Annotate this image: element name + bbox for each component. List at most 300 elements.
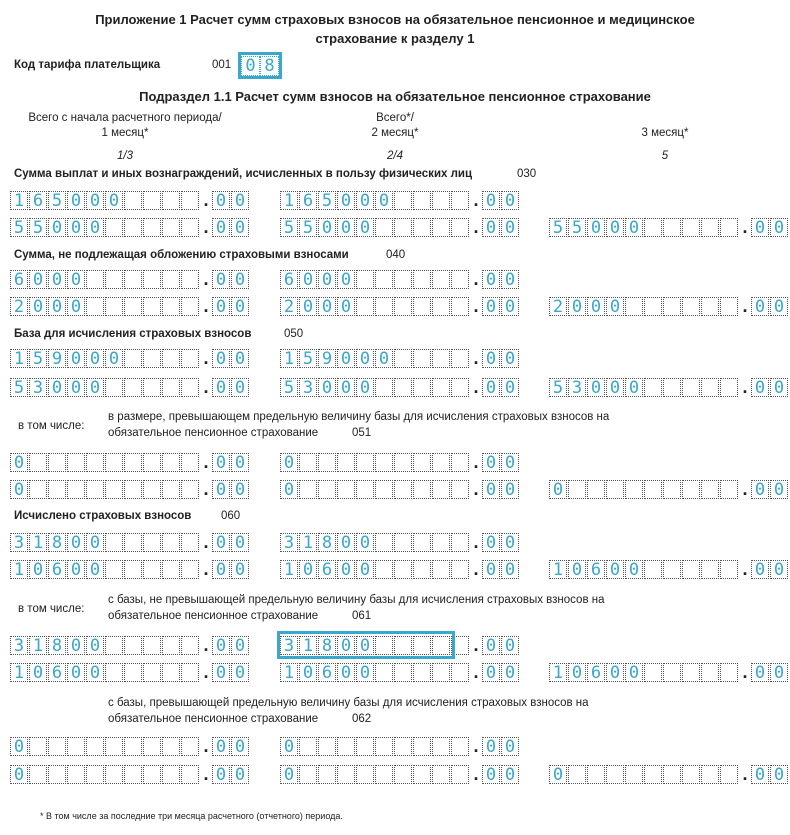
digit-cell: 0 — [482, 297, 500, 316]
section-051-code: 051 — [352, 427, 372, 439]
digit-cell: 2 — [549, 297, 567, 316]
digit-cell: 0 — [606, 218, 624, 237]
digit-cell: 0 — [10, 480, 28, 499]
digit-cell — [48, 737, 66, 756]
amount-field-r040-1-c2[interactable] — [280, 268, 520, 290]
integer-part[interactable] — [10, 218, 200, 237]
digit-cell: 0 — [482, 218, 500, 237]
digit-cell — [413, 453, 431, 472]
amount-field-r030-2-c2[interactable] — [280, 216, 520, 238]
digit-cell — [105, 737, 123, 756]
fraction-part[interactable] — [212, 765, 250, 784]
digit-cell — [143, 453, 161, 472]
subsection-title: Подраздел 1.1 Расчет сумм взносов на обязательное пенсионное страхование — [139, 89, 651, 104]
digit-cell — [432, 765, 450, 784]
footnote: * В том числе за последние три месяца расчетного (отчетного) периода. — [40, 811, 343, 821]
integer-part[interactable] — [10, 378, 200, 397]
digit-cell — [299, 765, 317, 784]
digit-cell — [587, 480, 605, 499]
digit-cell — [48, 480, 66, 499]
section-051-prefix: в том числе: — [18, 420, 85, 432]
amount-field-r030-1-c2[interactable] — [280, 189, 520, 211]
digit-cell — [432, 533, 450, 552]
decimal-separator: . — [203, 635, 209, 655]
digit-cell — [124, 765, 142, 784]
section-061-line2: обязательное пенсионное страхование — [108, 610, 319, 622]
decimal-separator: . — [742, 377, 748, 397]
digit-cell: 6 — [29, 191, 47, 210]
tariff-code-field[interactable] — [238, 52, 282, 79]
digit-cell: 0 — [549, 480, 567, 499]
digit-cell — [124, 663, 142, 682]
integer-part[interactable] — [280, 560, 470, 579]
digit-cell — [394, 453, 412, 472]
digit-cell: 0 — [212, 636, 230, 655]
decimal-separator: . — [203, 662, 209, 682]
digit-cell — [86, 480, 104, 499]
digit-cell — [375, 378, 393, 397]
digit-cell — [625, 297, 643, 316]
digit-cell — [394, 663, 412, 682]
decimal-separator: . — [742, 662, 748, 682]
amount-field-r062-2-c1[interactable] — [10, 763, 250, 785]
decimal-separator: . — [473, 662, 479, 682]
fraction-part[interactable] — [482, 480, 520, 499]
fraction-part[interactable] — [212, 349, 250, 368]
digit-cell — [413, 270, 431, 289]
digit-cell: 0 — [751, 663, 769, 682]
digit-cell: 0 — [231, 636, 249, 655]
digit-cell — [181, 270, 199, 289]
digit-cell — [432, 218, 450, 237]
digit-cell — [375, 737, 393, 756]
digit-cell: 0 — [587, 378, 605, 397]
amount-field-r051-2-c1[interactable] — [10, 478, 250, 500]
amount-field-r061-2-c2[interactable] — [280, 661, 520, 683]
fraction-part[interactable] — [482, 765, 520, 784]
digit-cell — [162, 663, 180, 682]
digit-cell — [162, 765, 180, 784]
digit-cell: 0 — [549, 765, 567, 784]
amount-field-r030-2-c1[interactable] — [10, 216, 250, 238]
digit-cell — [162, 191, 180, 210]
amount-field-r051-1-c2[interactable] — [280, 451, 520, 473]
digit-cell — [162, 533, 180, 552]
amount-field-r040-2-c2[interactable] — [280, 295, 520, 317]
digit-cell: 0 — [501, 480, 519, 499]
integer-part[interactable] — [280, 453, 470, 472]
digit-cell — [143, 636, 161, 655]
digit-cell: 3 — [10, 636, 28, 655]
digit-cell: 0 — [501, 270, 519, 289]
digit-cell: 1 — [10, 349, 28, 368]
digit-cell: 0 — [29, 560, 47, 579]
digit-cell — [644, 560, 662, 579]
digit-cell: 0 — [86, 349, 104, 368]
integer-part[interactable] — [10, 270, 200, 289]
digit-cell: 0 — [318, 378, 336, 397]
amount-field-r050-1-c1[interactable] — [10, 347, 250, 369]
fraction-part[interactable] — [751, 480, 789, 499]
fraction-part[interactable] — [482, 560, 520, 579]
digit-cell — [720, 297, 738, 316]
digit-cell — [181, 560, 199, 579]
digit-cell: 5 — [318, 191, 336, 210]
amount-field-r030-2-c3[interactable] — [549, 216, 789, 238]
digit-cell — [394, 480, 412, 499]
digit-cell: 5 — [299, 218, 317, 237]
digit-cell — [644, 218, 662, 237]
fraction-part[interactable] — [482, 663, 520, 682]
section-051-line2: обязательное пенсионное страхование — [108, 427, 319, 439]
digit-cell — [432, 349, 450, 368]
fraction-part[interactable] — [482, 533, 520, 552]
digit-cell — [337, 480, 355, 499]
fraction-part[interactable] — [212, 453, 250, 472]
integer-part[interactable] — [10, 737, 200, 756]
digit-cell — [587, 765, 605, 784]
digit-cell — [105, 636, 123, 655]
digit-cell — [375, 270, 393, 289]
amount-field-r051-2-c2[interactable] — [280, 478, 520, 500]
amount-field-r060-2-c3[interactable] — [549, 558, 789, 580]
digit-cell: 0 — [751, 378, 769, 397]
integer-part[interactable] — [280, 480, 470, 499]
digit-cell: 0 — [10, 765, 28, 784]
integer-part[interactable] — [10, 636, 200, 655]
amount-field-r060-2-c2[interactable] — [280, 558, 520, 580]
column-3-header: 3 месяц* — [641, 127, 689, 139]
fraction-part[interactable] — [751, 765, 789, 784]
digit-cell: 0 — [212, 737, 230, 756]
decimal-separator: . — [203, 452, 209, 472]
integer-part[interactable] — [549, 218, 739, 237]
digit-cell — [162, 297, 180, 316]
digit-cell — [124, 349, 142, 368]
digit-cell: 0 — [280, 480, 298, 499]
digit-cell — [413, 297, 431, 316]
integer-part[interactable] — [10, 663, 200, 682]
digit-cell — [356, 270, 374, 289]
digit-cell — [663, 560, 681, 579]
digit-cell: 0 — [606, 378, 624, 397]
digit-cell: 0 — [212, 270, 230, 289]
fraction-part[interactable] — [212, 378, 250, 397]
amount-field-r061-2-c1[interactable] — [10, 661, 250, 683]
digit-cell — [143, 480, 161, 499]
amount-field-r061-2-c3[interactable] — [549, 661, 789, 683]
fraction-part[interactable] — [751, 218, 789, 237]
amount-field-r062-2-c3[interactable] — [549, 763, 789, 785]
integer-part[interactable] — [10, 765, 200, 784]
digit-cell: 0 — [606, 663, 624, 682]
digit-cell — [337, 737, 355, 756]
digit-cell: 3 — [29, 378, 47, 397]
digit-cell: 0 — [625, 378, 643, 397]
digit-cell: 1 — [10, 560, 28, 579]
decimal-separator: . — [742, 479, 748, 499]
digit-cell — [143, 349, 161, 368]
digit-cell — [432, 297, 450, 316]
digit-cell: 0 — [67, 636, 85, 655]
tariff-digit: 0 — [241, 56, 260, 76]
digit-cell: 0 — [212, 191, 230, 210]
integer-part[interactable] — [549, 663, 739, 682]
amount-field-r060-1-c1[interactable] — [10, 531, 250, 553]
digit-cell — [432, 270, 450, 289]
digit-cell: 0 — [751, 560, 769, 579]
amount-field-r061-1-c1[interactable] — [10, 634, 250, 656]
digit-cell: 0 — [337, 560, 355, 579]
integer-part[interactable] — [280, 191, 470, 210]
fraction-part[interactable] — [482, 191, 520, 210]
digit-cell: 0 — [67, 270, 85, 289]
digit-cell: 0 — [105, 191, 123, 210]
digit-cell: 0 — [29, 297, 47, 316]
digit-cell: 1 — [549, 663, 567, 682]
decimal-separator: . — [203, 764, 209, 784]
integer-part[interactable] — [10, 191, 200, 210]
digit-cell — [181, 218, 199, 237]
section-061-line1: с базы, не превышающей предельную величину базы для исчисления страховых взносов на — [108, 594, 605, 606]
fraction-part[interactable] — [751, 297, 789, 316]
digit-cell: 3 — [280, 636, 298, 655]
digit-cell — [124, 737, 142, 756]
digit-cell: 0 — [501, 737, 519, 756]
digit-cell: 0 — [318, 218, 336, 237]
digit-cell — [356, 453, 374, 472]
amount-field-r051-2-c3[interactable] — [549, 478, 789, 500]
amount-field-r050-2-c1[interactable] — [10, 376, 250, 398]
digit-cell: 0 — [299, 297, 317, 316]
digit-cell: 0 — [337, 349, 355, 368]
digit-cell — [720, 218, 738, 237]
fraction-part[interactable] — [751, 378, 789, 397]
digit-cell — [318, 737, 336, 756]
digit-cell — [413, 191, 431, 210]
digit-cell: 0 — [482, 453, 500, 472]
digit-cell — [568, 765, 586, 784]
fraction-part[interactable] — [482, 349, 520, 368]
digit-cell — [143, 737, 161, 756]
digit-cell — [451, 378, 469, 397]
section-062-line2: обязательное пенсионное страхование — [108, 713, 319, 725]
integer-part[interactable] — [10, 297, 200, 316]
digit-cell — [720, 378, 738, 397]
digit-cell — [394, 533, 412, 552]
active-field-highlight — [277, 631, 455, 659]
digit-cell: 0 — [231, 663, 249, 682]
amount-field-r040-2-c1[interactable] — [10, 295, 250, 317]
digit-cell: 8 — [318, 636, 336, 655]
section-061-prefix: в том числе: — [18, 603, 85, 615]
digit-cell — [86, 270, 104, 289]
digit-cell: 3 — [280, 533, 298, 552]
fraction-part[interactable] — [212, 636, 250, 655]
integer-part[interactable] — [549, 560, 739, 579]
digit-cell: 0 — [67, 560, 85, 579]
digit-cell — [67, 453, 85, 472]
digit-cell — [181, 737, 199, 756]
digit-cell — [413, 765, 431, 784]
fraction-part[interactable] — [751, 663, 789, 682]
fraction-part[interactable] — [482, 636, 520, 655]
digit-cell: 0 — [337, 270, 355, 289]
amount-field-r060-2-c1[interactable] — [10, 558, 250, 580]
fraction-part[interactable] — [212, 663, 250, 682]
digit-cell — [356, 765, 374, 784]
digit-cell: 0 — [212, 349, 230, 368]
fraction-part[interactable] — [482, 737, 520, 756]
column-2-header-line1: Всего*/ — [376, 112, 414, 124]
integer-part[interactable] — [10, 480, 200, 499]
integer-part[interactable] — [280, 737, 470, 756]
integer-part[interactable] — [280, 270, 470, 289]
digit-cell — [86, 765, 104, 784]
digit-cell: 0 — [770, 480, 788, 499]
fraction-part[interactable] — [482, 453, 520, 472]
fraction-part[interactable] — [482, 378, 520, 397]
fraction-part[interactable] — [482, 218, 520, 237]
integer-part[interactable] — [10, 349, 200, 368]
integer-part[interactable] — [280, 533, 470, 552]
digit-cell: 0 — [568, 297, 586, 316]
fraction-part[interactable] — [482, 297, 520, 316]
integer-part[interactable] — [280, 349, 470, 368]
digit-cell: 6 — [299, 191, 317, 210]
digit-cell — [451, 737, 469, 756]
amount-field-r062-1-c2[interactable] — [280, 735, 520, 757]
integer-part[interactable] — [549, 378, 739, 397]
decimal-separator: . — [473, 190, 479, 210]
fraction-part[interactable] — [212, 480, 250, 499]
digit-cell — [451, 533, 469, 552]
digit-cell: 0 — [568, 663, 586, 682]
amount-field-r050-1-c2[interactable] — [280, 347, 520, 369]
digit-cell — [29, 453, 47, 472]
digit-cell — [105, 270, 123, 289]
digit-cell: 5 — [299, 349, 317, 368]
digit-cell: 0 — [337, 191, 355, 210]
digit-cell: 1 — [29, 533, 47, 552]
integer-part[interactable] — [280, 218, 470, 237]
digit-cell — [143, 560, 161, 579]
digit-cell — [663, 765, 681, 784]
fraction-part[interactable] — [212, 560, 250, 579]
digit-cell — [29, 737, 47, 756]
digit-cell — [181, 349, 199, 368]
digit-cell: 1 — [299, 636, 317, 655]
fraction-part[interactable] — [482, 270, 520, 289]
digit-cell: 5 — [549, 378, 567, 397]
digit-cell: 9 — [48, 349, 66, 368]
digit-cell — [432, 480, 450, 499]
digit-cell — [394, 349, 412, 368]
integer-part[interactable] — [10, 533, 200, 552]
integer-part[interactable] — [280, 663, 470, 682]
fraction-part[interactable] — [212, 297, 250, 316]
digit-cell — [701, 663, 719, 682]
amount-field-r030-1-c1[interactable] — [10, 189, 250, 211]
digit-cell — [720, 560, 738, 579]
digit-cell — [86, 297, 104, 316]
digit-cell: 0 — [482, 378, 500, 397]
integer-part[interactable] — [549, 297, 739, 316]
digit-cell: 3 — [568, 378, 586, 397]
decimal-separator: . — [203, 269, 209, 289]
digit-cell — [663, 218, 681, 237]
digit-cell — [682, 297, 700, 316]
fraction-part[interactable] — [212, 191, 250, 210]
decimal-separator: . — [203, 217, 209, 237]
digit-cell — [162, 218, 180, 237]
digit-cell: 5 — [280, 218, 298, 237]
digit-cell — [162, 270, 180, 289]
digit-cell — [181, 297, 199, 316]
digit-cell — [143, 297, 161, 316]
digit-cell — [124, 480, 142, 499]
amount-field-r050-2-c3[interactable] — [549, 376, 789, 398]
integer-part[interactable] — [549, 765, 739, 784]
digit-cell: 0 — [356, 218, 374, 237]
fraction-part[interactable] — [212, 737, 250, 756]
digit-cell — [625, 765, 643, 784]
digit-cell — [105, 453, 123, 472]
digit-cell — [682, 663, 700, 682]
decimal-separator: . — [203, 559, 209, 579]
digit-cell — [644, 378, 662, 397]
digit-cell: 0 — [501, 218, 519, 237]
digit-cell: 0 — [231, 349, 249, 368]
fraction-part[interactable] — [751, 560, 789, 579]
fraction-part[interactable] — [212, 533, 250, 552]
integer-part[interactable] — [549, 480, 739, 499]
fraction-part[interactable] — [212, 218, 250, 237]
amount-field-r060-1-c2[interactable] — [280, 531, 520, 553]
integer-part[interactable] — [280, 765, 470, 784]
digit-cell: 0 — [606, 297, 624, 316]
digit-cell — [432, 191, 450, 210]
amount-field-r051-1-c1[interactable] — [10, 451, 250, 473]
amount-field-r062-2-c2[interactable] — [280, 763, 520, 785]
digit-cell: 2 — [10, 297, 28, 316]
amount-field-r050-2-c2[interactable] — [280, 376, 520, 398]
digit-cell — [663, 297, 681, 316]
digit-cell: 9 — [318, 349, 336, 368]
decimal-separator: . — [473, 479, 479, 499]
amount-field-r062-1-c1[interactable] — [10, 735, 250, 757]
digit-cell: 6 — [48, 663, 66, 682]
integer-part[interactable] — [10, 560, 200, 579]
digit-cell — [682, 218, 700, 237]
fraction-part[interactable] — [212, 270, 250, 289]
integer-part[interactable] — [280, 378, 470, 397]
digit-cell — [181, 480, 199, 499]
digit-cell: 0 — [356, 191, 374, 210]
digit-cell — [451, 218, 469, 237]
integer-part[interactable] — [280, 297, 470, 316]
section-050-code: 050 — [284, 328, 304, 340]
digit-cell: 0 — [86, 191, 104, 210]
amount-field-r040-1-c1[interactable] — [10, 268, 250, 290]
digit-cell — [86, 453, 104, 472]
amount-field-r040-2-c3[interactable] — [549, 295, 789, 317]
integer-part[interactable] — [10, 453, 200, 472]
decimal-separator: . — [473, 296, 479, 316]
digit-cell — [124, 218, 142, 237]
digit-cell — [394, 737, 412, 756]
digit-cell: 0 — [501, 453, 519, 472]
